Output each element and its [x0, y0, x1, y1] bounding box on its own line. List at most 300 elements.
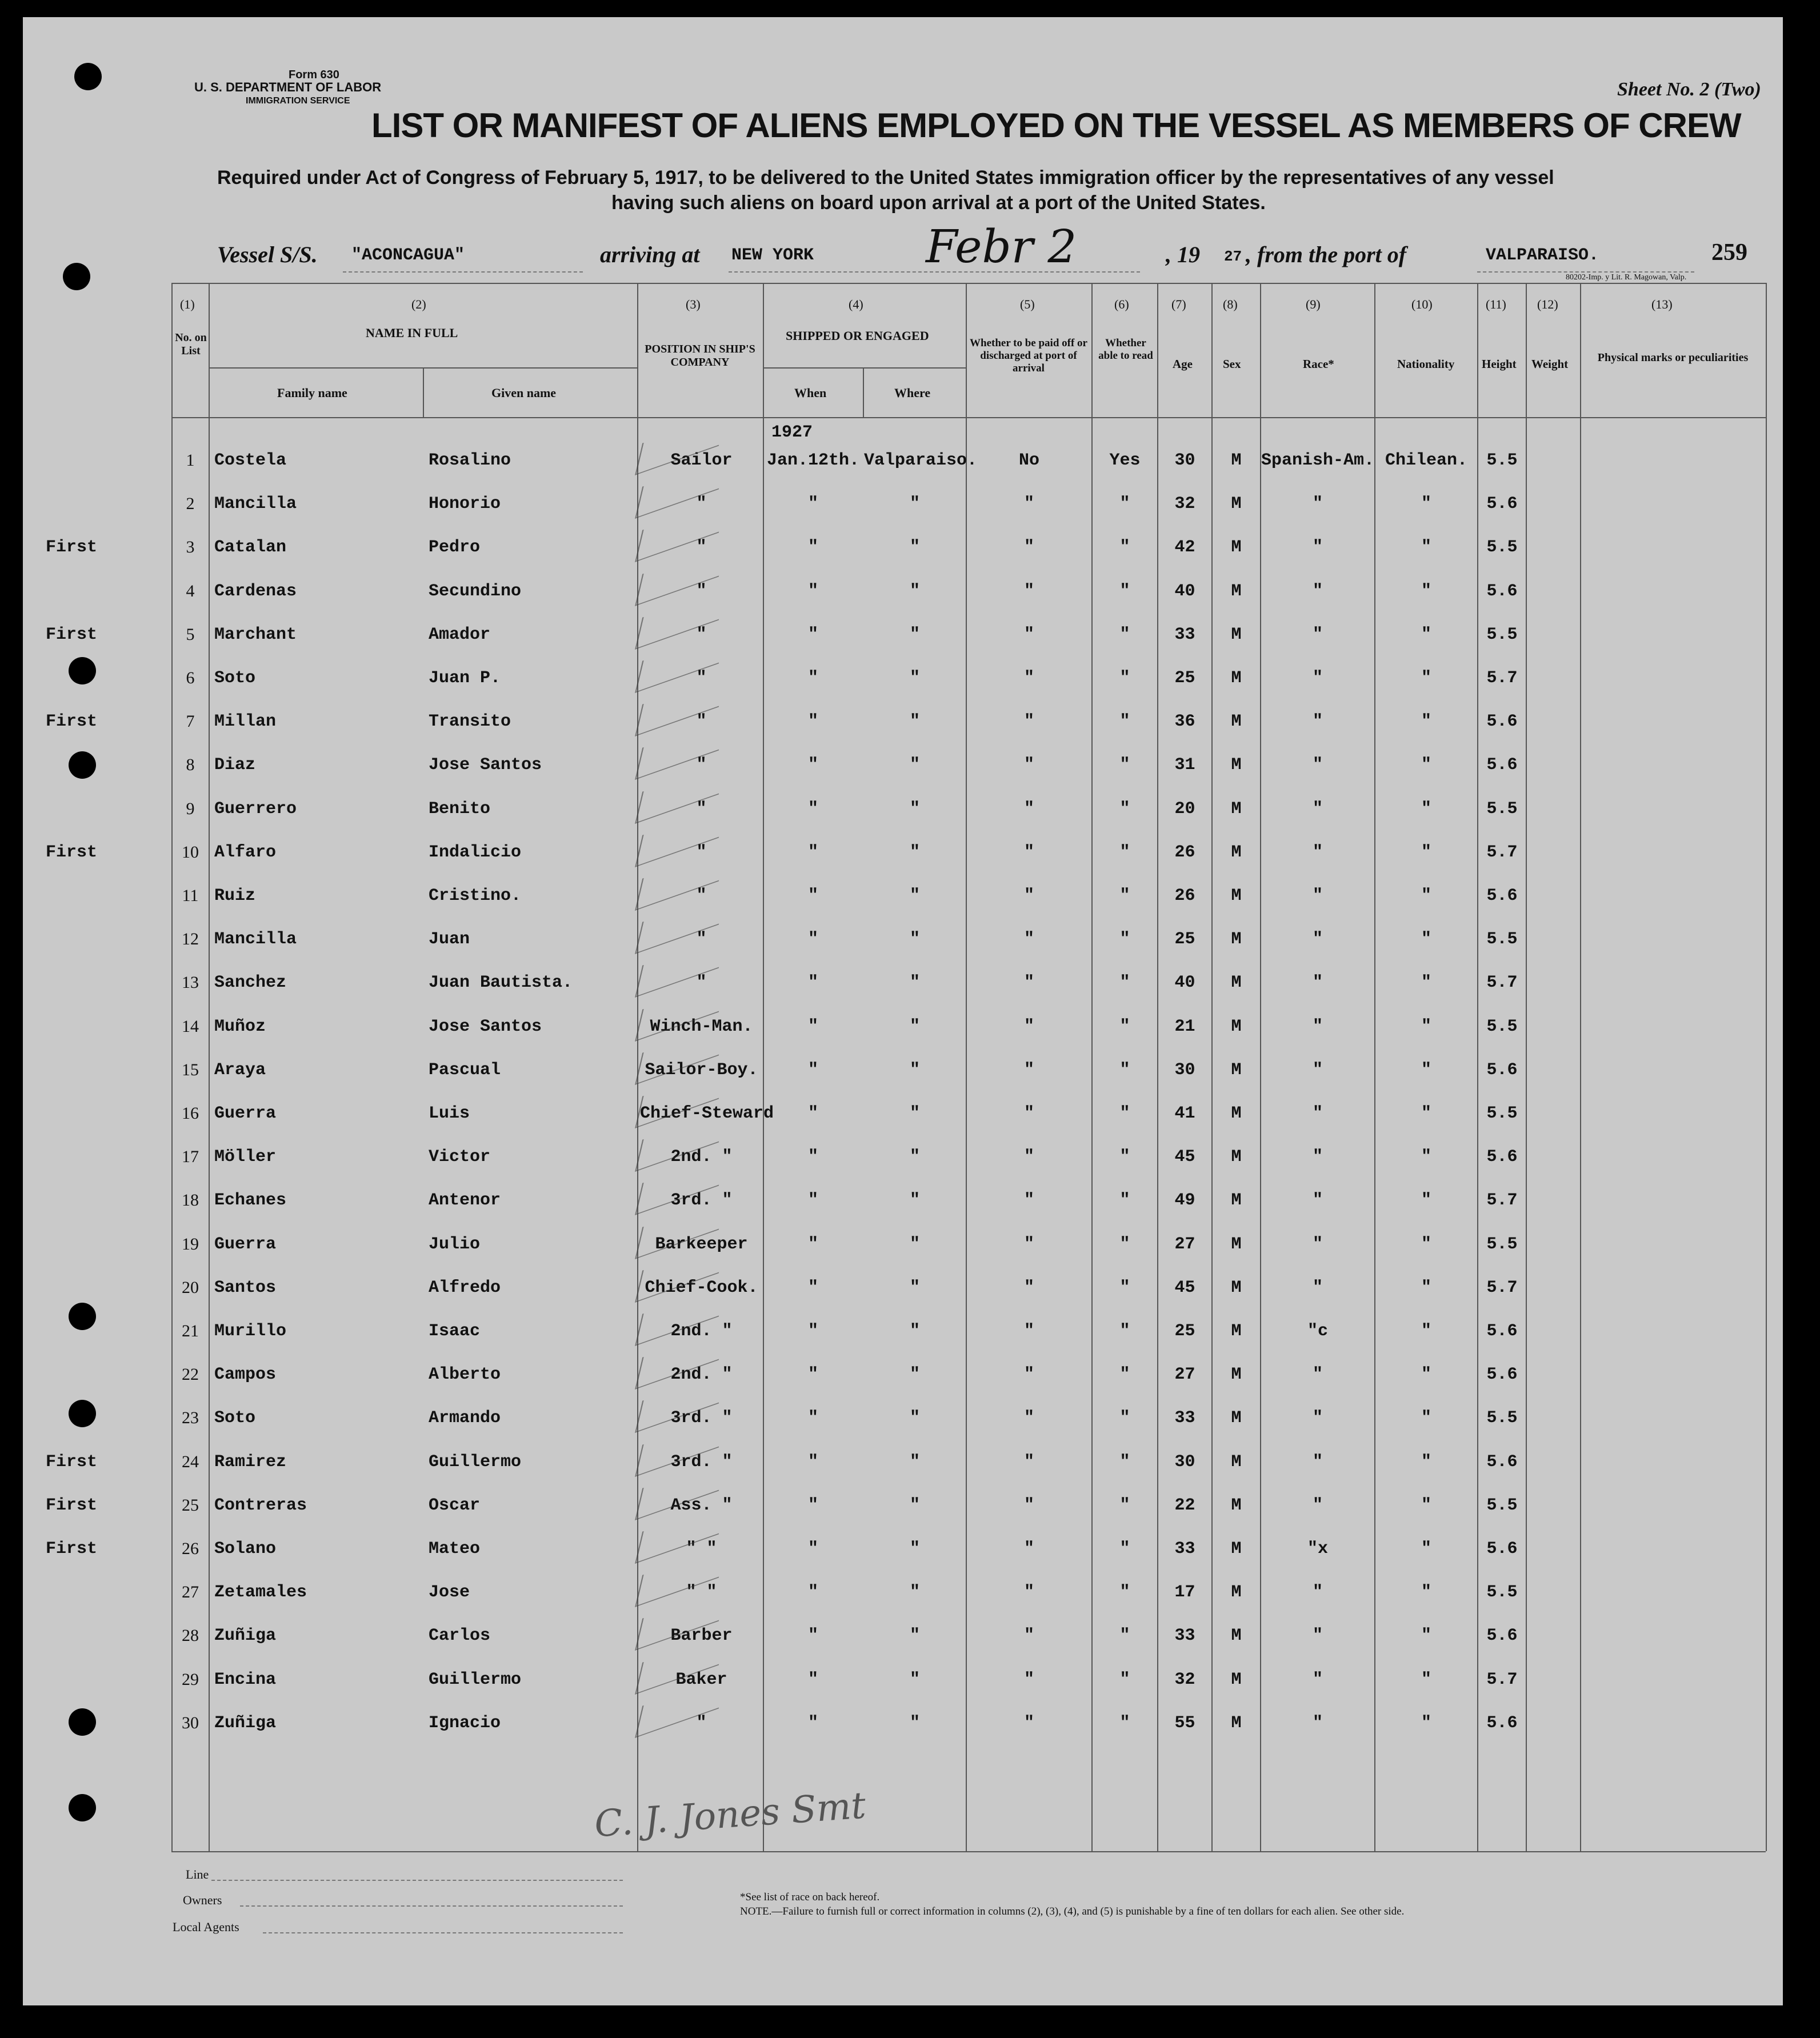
sex: M [1231, 538, 1242, 558]
nationality: " [1421, 1322, 1431, 1341]
paid-off: " [1023, 1669, 1034, 1689]
race: " [1312, 1408, 1323, 1428]
list-number: 28 [182, 1626, 199, 1645]
given-name: Isaac [429, 1322, 481, 1341]
given-name: Alfredo [429, 1278, 501, 1298]
age: 40 [1174, 581, 1195, 601]
position: " " [686, 1583, 717, 1603]
sex: M [1231, 1713, 1242, 1733]
paid-off: " [1023, 1322, 1034, 1341]
nationality: " [1421, 1191, 1431, 1211]
shipped-when: " [807, 668, 818, 688]
shipped-where: " [909, 1539, 920, 1559]
position: " [696, 538, 707, 558]
able-to-read: " [1119, 1322, 1130, 1341]
shipped-when: " [807, 1495, 818, 1515]
shipped-where: " [909, 668, 920, 688]
height: 5.6 [1486, 494, 1518, 514]
race: " [1312, 842, 1323, 862]
shipped-where: " [909, 1583, 920, 1603]
race: " [1312, 1278, 1323, 1298]
race: " [1312, 668, 1323, 688]
sex: M [1231, 581, 1242, 601]
height: 5.5 [1486, 1104, 1518, 1123]
sex: M [1231, 624, 1242, 644]
nationality: " [1421, 1278, 1431, 1298]
age: 55 [1174, 1713, 1195, 1733]
first-note: First [46, 842, 98, 862]
year-label: , 19 [1166, 242, 1200, 267]
list-number: 8 [186, 755, 195, 775]
col13-num: (13) [1651, 297, 1673, 311]
shipped-when: " [807, 799, 818, 819]
list-number: 5 [186, 624, 195, 644]
col10-label: Nationality [1397, 357, 1455, 371]
nationality: " [1421, 1408, 1431, 1428]
given-name: Antenor [429, 1191, 501, 1211]
race: " [1312, 1147, 1323, 1167]
given-name: Guillermo [429, 1669, 522, 1689]
shipped-where: " [909, 624, 920, 644]
able-to-read: " [1119, 1191, 1130, 1211]
table-row [23, 656, 1783, 700]
sex: M [1231, 1626, 1242, 1646]
shipped-when: " [807, 1669, 818, 1689]
height: 5.6 [1486, 1626, 1518, 1646]
shipped-when: " [807, 1713, 818, 1733]
sex: M [1231, 1278, 1242, 1298]
height: 5.5 [1486, 1583, 1518, 1603]
list-number: 21 [182, 1322, 199, 1340]
shipped-when: " [807, 624, 818, 644]
from-port: VALPARAISO. [1486, 246, 1599, 265]
paid-off: " [1023, 799, 1034, 819]
position: 3rd. " [670, 1408, 733, 1428]
able-to-read: " [1119, 1713, 1130, 1733]
table-row [23, 482, 1783, 526]
family-name: Marchant [214, 624, 297, 644]
table-row [23, 525, 1783, 570]
shipped-where: " [909, 1452, 920, 1472]
shipped-where: " [909, 1104, 920, 1123]
position: " [696, 494, 707, 514]
table-row [23, 1483, 1783, 1528]
given-name: Jose [429, 1583, 470, 1603]
table-row [23, 1048, 1783, 1092]
height: 5.5 [1486, 624, 1518, 644]
position: " [696, 930, 707, 950]
family-name: Ruiz [214, 886, 256, 906]
nationality: " [1421, 1583, 1431, 1603]
table-row [23, 1527, 1783, 1571]
position: Winch-Man. [650, 1016, 753, 1036]
sex: M [1231, 842, 1242, 862]
arriving-label: arriving at [600, 242, 700, 267]
position: " [696, 581, 707, 601]
given-name: Carlos [429, 1626, 491, 1646]
family-name: Muñoz [214, 1016, 266, 1036]
shipped-when: " [807, 712, 818, 732]
shipped-where: " [909, 973, 920, 993]
col3-label: POSITION IN SHIP'S COMPANY [645, 343, 755, 369]
list-number: 15 [182, 1060, 199, 1079]
subtitle-line-2: having such aliens on board upon arrival at a port of the United States. [611, 192, 1266, 214]
sex: M [1231, 1104, 1242, 1123]
race: " [1312, 1365, 1323, 1385]
list-number: 2 [186, 494, 195, 514]
paid-off: " [1023, 1278, 1034, 1298]
age: 40 [1174, 973, 1195, 993]
col10-num: (10) [1411, 297, 1433, 311]
race: " [1312, 1669, 1323, 1689]
age: 25 [1174, 668, 1195, 688]
penalty-note: NOTE.—Failure to furnish full or correct information in columns (2), (3), (4), and (5) is punishable by a fine of ten dollars for each alien. See other side. [740, 1905, 1405, 1917]
race: " [1312, 624, 1323, 644]
shipped-when: " [807, 1016, 818, 1036]
shipped-when: " [807, 1626, 818, 1646]
shipped-when: " [807, 1452, 818, 1472]
table-row [23, 1222, 1783, 1267]
shipped-when: " [807, 1191, 818, 1211]
list-number: 27 [182, 1583, 199, 1602]
family-name: Cardenas [214, 581, 297, 601]
table-row [23, 787, 1783, 831]
shipped-where: " [909, 1234, 920, 1254]
shipped-where: " [909, 1669, 920, 1689]
given-name: Pascual [429, 1060, 501, 1080]
paid-off: " [1023, 1234, 1034, 1254]
able-to-read: Yes [1109, 451, 1141, 470]
able-to-read: " [1119, 886, 1130, 906]
family-name: Santos [214, 1278, 277, 1298]
height: 5.5 [1486, 799, 1518, 819]
age: 42 [1174, 538, 1195, 558]
paid-off: " [1023, 668, 1034, 688]
list-number: 22 [182, 1365, 199, 1384]
shipped-year: 1927 [771, 423, 813, 442]
sex: M [1231, 668, 1242, 688]
col4-when: When [794, 386, 827, 400]
table-row [23, 438, 1783, 483]
given-name: Ignacio [429, 1713, 501, 1733]
shipped-when: " [807, 1322, 818, 1341]
col2-family: Family name [277, 386, 347, 400]
col6-label: Whether able to read [1098, 337, 1153, 362]
shipped-where: " [909, 1713, 920, 1733]
list-number: 18 [182, 1191, 199, 1210]
list-number: 3 [186, 538, 195, 557]
list-number: 19 [182, 1234, 199, 1254]
race: " [1312, 1191, 1323, 1211]
shipped-where: " [909, 1626, 920, 1646]
table-row [23, 1657, 1783, 1702]
shipped-where: " [909, 538, 920, 558]
age: 45 [1174, 1147, 1195, 1167]
paid-off: " [1023, 973, 1034, 993]
age: 41 [1174, 1104, 1195, 1123]
col11-num: (11) [1486, 297, 1506, 311]
race: " [1312, 799, 1323, 819]
race: " [1312, 1060, 1323, 1080]
position: Sailor-Boy. [645, 1060, 758, 1080]
height: 5.6 [1486, 1365, 1518, 1385]
height: 5.7 [1486, 973, 1518, 993]
given-name: Secundino [429, 581, 522, 601]
first-note: First [46, 712, 98, 732]
given-name: Jose Santos [429, 755, 542, 775]
punch-hole [63, 263, 90, 290]
race-footnote: *See list of race on back hereof. [740, 1891, 880, 1903]
family-name: Ramirez [214, 1452, 287, 1472]
table-row [23, 699, 1783, 744]
col1-label: No. on List [175, 331, 207, 357]
family-name: Echanes [214, 1191, 287, 1211]
given-name: Julio [429, 1234, 481, 1254]
list-number: 10 [182, 842, 199, 862]
position: " [696, 1713, 707, 1733]
page-number: 259 [1711, 239, 1747, 266]
family-name: Encina [214, 1669, 277, 1689]
position: 3rd. " [670, 1191, 733, 1211]
able-to-read: " [1119, 930, 1130, 950]
age: 49 [1174, 1191, 1195, 1211]
able-to-read: " [1119, 755, 1130, 775]
shipped-when: " [807, 494, 818, 514]
height: 5.7 [1486, 1669, 1518, 1689]
paid-off: " [1023, 581, 1034, 601]
list-number: 12 [182, 930, 199, 949]
height: 5.6 [1486, 1322, 1518, 1341]
paid-off: " [1023, 1626, 1034, 1646]
able-to-read: " [1119, 668, 1130, 688]
age: 22 [1174, 1495, 1195, 1515]
table-row [23, 612, 1783, 657]
family-name: Murillo [214, 1322, 287, 1341]
able-to-read: " [1119, 1408, 1130, 1428]
shipped-where: " [909, 1365, 920, 1385]
age: 33 [1174, 1626, 1195, 1646]
sex: M [1231, 930, 1242, 950]
height: 5.5 [1486, 1408, 1518, 1428]
shipped-where: " [909, 842, 920, 862]
shipped-when: " [807, 538, 818, 558]
nationality: " [1421, 538, 1431, 558]
table-row [23, 1352, 1783, 1397]
nationality: " [1421, 1452, 1431, 1472]
position: " [696, 973, 707, 993]
shipped-where: " [909, 1060, 920, 1080]
nationality: " [1421, 973, 1431, 993]
position: Barkeeper [655, 1234, 748, 1254]
able-to-read: " [1119, 1495, 1130, 1515]
handwritten-signature: C. J. Jones Smt [593, 1784, 867, 1846]
given-name: Jose Santos [429, 1016, 542, 1036]
position: Chief-Steward [640, 1104, 774, 1123]
given-name: Honorio [429, 494, 501, 514]
height: 5.5 [1486, 538, 1518, 558]
vessel-label: Vessel S/S. [217, 242, 318, 267]
col11-label: Height [1482, 357, 1517, 371]
height: 5.6 [1486, 1713, 1518, 1733]
nationality: " [1421, 1713, 1431, 1733]
family-name: Sanchez [214, 973, 287, 993]
family-name: Contreras [214, 1495, 307, 1515]
nationality: " [1421, 712, 1431, 732]
race: " [1312, 930, 1323, 950]
position: Sailor [670, 451, 733, 470]
height: 5.6 [1486, 1147, 1518, 1167]
nationality: " [1421, 581, 1431, 601]
position: Barber [670, 1626, 733, 1646]
position: " [696, 755, 707, 775]
table-row [23, 1701, 1783, 1745]
sex: M [1231, 755, 1242, 775]
line-label: Line [186, 1867, 209, 1881]
owners-label: Owners [183, 1893, 222, 1907]
given-name: Luis [429, 1104, 470, 1123]
col2-given: Given name [491, 386, 557, 400]
shipped-where: " [909, 581, 920, 601]
shipped-when: " [807, 1539, 818, 1559]
sex: M [1231, 1322, 1242, 1341]
position: " [696, 842, 707, 862]
table-row [23, 1440, 1783, 1484]
position: " [696, 799, 707, 819]
list-number: 13 [182, 973, 199, 992]
nationality: " [1421, 1147, 1431, 1167]
given-name: Guillermo [429, 1452, 522, 1472]
year-value: 27 [1224, 248, 1242, 265]
sex: M [1231, 1016, 1242, 1036]
list-number: 26 [182, 1539, 199, 1558]
paid-off: " [1023, 842, 1034, 862]
height: 5.6 [1486, 1539, 1518, 1559]
given-name: Victor [429, 1147, 491, 1167]
first-note: First [46, 538, 98, 558]
table-row [23, 1004, 1783, 1049]
able-to-read: " [1119, 1060, 1130, 1080]
paid-off: " [1023, 1147, 1034, 1167]
paid-off: " [1023, 1016, 1034, 1036]
race: " [1312, 886, 1323, 906]
paid-off: " [1023, 1539, 1034, 1559]
col2-num: (2) [411, 297, 426, 311]
nationality: " [1421, 1669, 1431, 1689]
shipped-when: " [807, 930, 818, 950]
list-number: 14 [182, 1016, 199, 1036]
first-note: First [46, 1539, 98, 1559]
sex: M [1231, 1365, 1242, 1385]
col13-label: Physical marks or peculiarities [1597, 351, 1749, 364]
col9-label: Race* [1303, 357, 1334, 371]
shipped-where: " [909, 1016, 920, 1036]
able-to-read: " [1119, 1626, 1130, 1646]
paid-off: " [1023, 1104, 1034, 1123]
nationality: " [1421, 624, 1431, 644]
position: " [696, 668, 707, 688]
col4-num: (4) [849, 297, 863, 311]
given-name: Amador [429, 624, 491, 644]
paid-off: " [1023, 538, 1034, 558]
height: 5.6 [1486, 1452, 1518, 1472]
able-to-read: " [1119, 1147, 1130, 1167]
height: 5.6 [1486, 712, 1518, 732]
shipped-when: " [807, 1408, 818, 1428]
age: 30 [1174, 1060, 1195, 1080]
shipped-when: " [807, 842, 818, 862]
able-to-read: " [1119, 1016, 1130, 1036]
paid-off: " [1023, 1191, 1034, 1211]
punch-hole [69, 1794, 96, 1821]
race: " [1312, 1452, 1323, 1472]
family-name: Alfaro [214, 842, 277, 862]
shipped-when: " [807, 1365, 818, 1385]
col1-num: (1) [180, 297, 195, 311]
given-name: Pedro [429, 538, 481, 558]
given-name: Cristino. [429, 886, 522, 906]
nationality: " [1421, 1365, 1431, 1385]
able-to-read: " [1119, 1539, 1130, 1559]
able-to-read: " [1119, 1669, 1130, 1689]
shipped-where: Valparaiso. [864, 451, 978, 470]
given-name: Mateo [429, 1539, 481, 1559]
paid-off: No [1018, 451, 1039, 470]
shipped-where: " [909, 886, 920, 906]
shipped-when: Jan.12th. [766, 451, 860, 470]
table-row [23, 1396, 1783, 1440]
race: " [1312, 973, 1323, 993]
height: 5.7 [1486, 1278, 1518, 1298]
family-name: Soto [214, 1408, 256, 1428]
race: " [1312, 1495, 1323, 1515]
first-note: First [46, 1495, 98, 1515]
position: Baker [675, 1669, 727, 1689]
table-row [23, 569, 1783, 614]
race: " [1312, 1234, 1323, 1254]
nationality: " [1421, 1104, 1431, 1123]
age: 33 [1174, 1408, 1195, 1428]
sex: M [1231, 1234, 1242, 1254]
shipped-when: " [807, 1278, 818, 1298]
shipped-where: " [909, 1147, 920, 1167]
col4-where: Where [894, 386, 931, 400]
col8-label: Sex [1223, 357, 1241, 371]
list-number: 16 [182, 1104, 199, 1123]
shipped-where: " [909, 1278, 920, 1298]
col12-num: (12) [1537, 297, 1558, 311]
able-to-read: " [1119, 1234, 1130, 1254]
position: " [696, 712, 707, 732]
age: 21 [1174, 1016, 1195, 1036]
paid-off: " [1023, 712, 1034, 732]
age: 45 [1174, 1278, 1195, 1298]
col7-num: (7) [1171, 297, 1186, 311]
position: 2nd. " [670, 1147, 733, 1167]
shipped-when: " [807, 973, 818, 993]
able-to-read: " [1119, 712, 1130, 732]
race: " [1312, 1104, 1323, 1123]
nationality: " [1421, 1016, 1431, 1036]
family-name: Guerra [214, 1234, 277, 1254]
paid-off: " [1023, 930, 1034, 950]
position: 3rd. " [670, 1452, 733, 1472]
paid-off: " [1023, 1452, 1034, 1472]
sex: M [1231, 1147, 1242, 1167]
nationality: " [1421, 1539, 1431, 1559]
arrival-date-handwritten: Febr 2 [926, 220, 1077, 273]
age: 25 [1174, 930, 1195, 950]
shipped-where: " [909, 930, 920, 950]
